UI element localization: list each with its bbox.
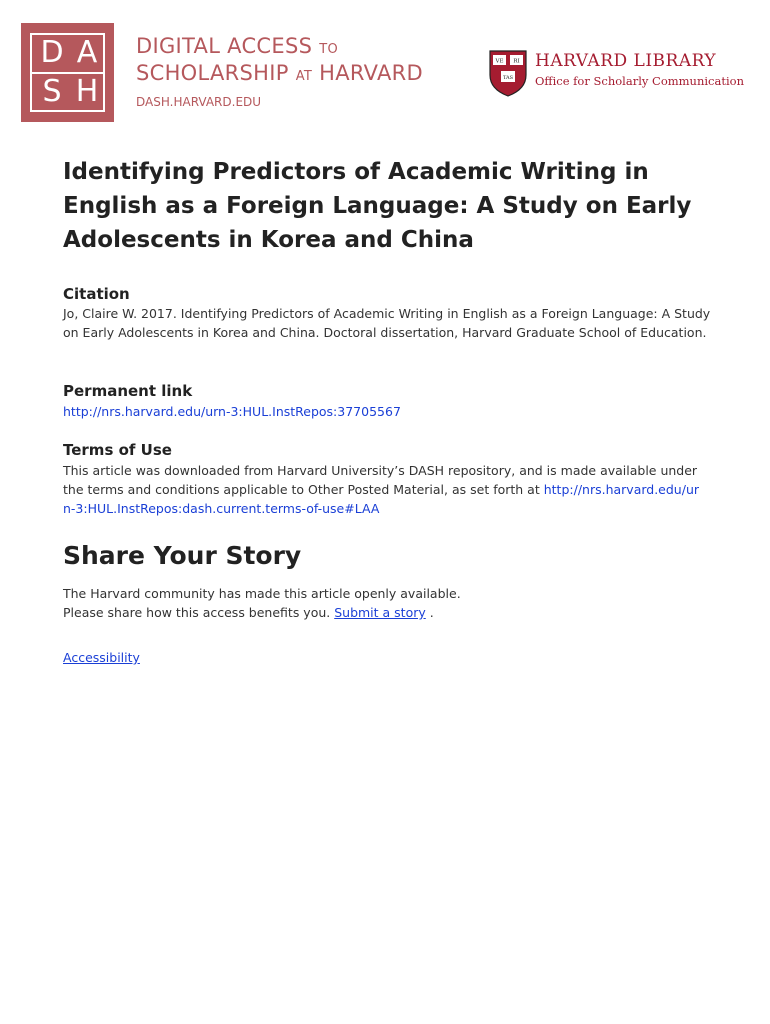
- terms-heading: Terms of Use: [63, 441, 172, 459]
- permanent-link-heading: Permanent link: [63, 382, 193, 400]
- shield-text-ri: RI: [513, 58, 520, 65]
- terms-paragraph: [63, 461, 703, 518]
- shield-text-tas: TAS: [502, 75, 514, 81]
- share-line1: The Harvard community has made this article openly available.: [63, 586, 461, 601]
- harvard-library-title: HARVARD LIBRARY: [535, 51, 717, 71]
- harvard-shield-icon: [488, 49, 528, 97]
- dash-logo-letter-h: H: [75, 74, 99, 109]
- accessibility-link[interactable]: Accessibility: [63, 650, 140, 665]
- dash-title-to: TO: [319, 42, 338, 57]
- dash-logo-letter-a: A: [76, 35, 98, 70]
- citation-text: Jo, Claire W. 2017. Identifying Predictors of Academic Writing in English as a Foreign Language: A Study on Early Adolescents in Korea and China. Doctoral dissertation, Harvard Graduate School of Education.: [63, 306, 711, 340]
- share-line2-after: .: [425, 605, 434, 620]
- permanent-link-url[interactable]: http://nrs.harvard.edu/urn-3:HUL.InstRepos:37705567: [63, 404, 401, 419]
- dash-url: DASH.HARVARD.EDU: [136, 95, 262, 109]
- share-heading: Share Your Story: [63, 541, 302, 570]
- dash-logo-frame: [30, 33, 105, 112]
- permanent-link-line: [63, 402, 713, 421]
- dash-logo-letter-s: S: [42, 74, 62, 109]
- dash-title-at: AT: [295, 69, 313, 84]
- document-title: Identifying Predictors of Academic Writing in English as a Foreign Language: A Study on Early Adolescents in Korea and China: [63, 159, 692, 253]
- share-line2: [63, 603, 713, 622]
- dash-logo-letter-d: D: [40, 35, 64, 70]
- accessibility-line: [63, 648, 713, 667]
- harvard-library-subtitle: Office for Scholarly Communication: [535, 74, 744, 88]
- citation-heading: Citation: [63, 285, 130, 303]
- terms-text: This article was downloaded from Harvard University’s DASH repository, and is made available under the terms and conditions applicable to Other Posted Material, as set forth at: [63, 463, 698, 497]
- dash-title-harvard: HARVARD: [319, 61, 423, 85]
- dash-title-line2: [136, 61, 423, 85]
- dash-title-scholarship: SCHOLARSHIP: [136, 61, 289, 85]
- dash-logo: [21, 23, 114, 122]
- submit-story-link[interactable]: Submit a story: [334, 605, 426, 620]
- shield-text-ve: VE: [495, 58, 504, 65]
- dash-title-digital-access: DIGITAL ACCESS: [136, 34, 313, 58]
- share-line2-text: Please share how this access benefits you.: [63, 605, 335, 620]
- terms-url[interactable]: http://nrs.harvard.edu/urn-3:HUL.InstRepos:dash.current.terms-of-use#LAA: [63, 482, 700, 516]
- dash-title-line1: [136, 34, 338, 58]
